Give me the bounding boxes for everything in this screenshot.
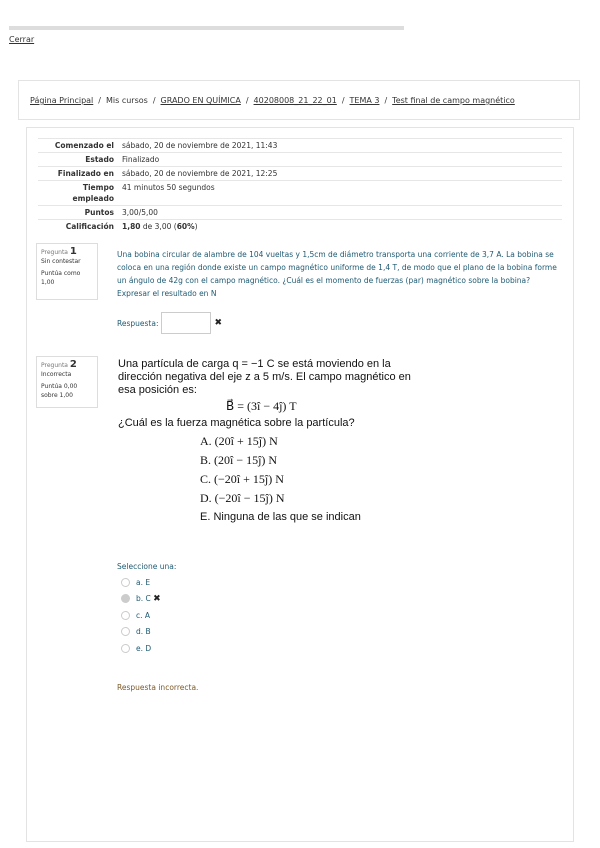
choice-e: E. Ninguna de las que se indican <box>200 511 361 523</box>
option-label: a. E <box>136 577 151 587</box>
radio-button[interactable] <box>121 627 130 636</box>
breadcrumb-quiz[interactable]: Test final de campo magnético <box>392 96 515 105</box>
summary-value: 41 minutos 50 segundos <box>118 181 562 206</box>
grade-percent: 60% <box>176 222 195 231</box>
option-label: d. B <box>136 627 151 637</box>
option-c[interactable] <box>117 607 176 624</box>
question-grade: Puntúa 0,00 sobre 1,00 <box>41 383 78 399</box>
question-label: Pregunta <box>41 249 68 256</box>
summary-key: Comenzado el <box>38 139 118 153</box>
question-grade: Puntúa como 1,00 <box>41 270 81 286</box>
question-2-prompt: ¿Cuál es la fuerza magnética sobre la partícula? <box>118 417 355 429</box>
incorrect-icon: ✖ <box>153 593 161 604</box>
radio-button[interactable] <box>121 644 130 653</box>
radio-button[interactable] <box>121 611 130 620</box>
question-state: Sin contestar <box>41 258 81 265</box>
summary-value: sábado, 20 de noviembre de 2021, 11:43 <box>118 139 562 153</box>
answer-label: Respuesta: <box>117 318 159 328</box>
option-label: c. A <box>136 610 151 620</box>
incorrect-icon: ✖ <box>214 318 223 328</box>
summary-key: Tiempo empleado <box>38 181 118 206</box>
summary-key: Puntos <box>38 206 118 220</box>
select-label: Seleccione una: <box>117 562 177 571</box>
question-number: 2 <box>69 359 77 370</box>
summary-value: sábado, 20 de noviembre de 2021, 12:25 <box>118 167 562 181</box>
answer-input[interactable] <box>161 312 211 334</box>
breadcrumb-course[interactable]: 40208008_21_22_01 <box>253 96 337 105</box>
summary-value <box>118 220 562 234</box>
summary-key: Estado <box>38 153 118 167</box>
option-a[interactable] <box>117 574 176 591</box>
grade-value: 1,80 <box>122 222 141 231</box>
question-1-text: Una bobina circular de alambre de 104 vueltas y 1,5cm de diámetro transporta una corriente de 3,7 A. La bobina se coloca en una región donde existe un campo magnético uniforme de 1,4 T, de modo que el plano de la bobina forme un ángulo de 42g con el campo magnético. ¿Cuál es el momento de fuerzas (par) magnético sobre la bobina? Expresar el resultado en N <box>117 250 557 298</box>
question-2-image <box>118 358 418 527</box>
feedback-text: Respuesta incorrecta. <box>117 683 199 692</box>
option-label: e. D <box>136 643 152 653</box>
grade-paren: ) <box>194 222 198 231</box>
breadcrumb: Página Principal / Mis cursos / GRADO EN QUÍMICA / 40208008_21_22_01 / TEMA 3 / Test final de campo magnético <box>18 80 580 120</box>
question-number: 1 <box>69 246 77 257</box>
summary-key: Calificación <box>38 220 118 234</box>
choice-c: C. (−20î + 15ĵ) N <box>200 472 284 486</box>
close-link[interactable]: Cerrar <box>9 35 35 44</box>
summary-value: 3,00/5,00 <box>118 206 562 220</box>
option-label: b. C <box>136 594 151 604</box>
question-2-text: Una partícula de carga q = −1 C se está moviendo en la dirección negativa del eje z a 5 m/s. El campo magnético en esa posición es: <box>118 358 411 396</box>
attempt-summary <box>38 138 562 233</box>
radio-button-selected[interactable] <box>121 594 130 603</box>
radio-button[interactable] <box>121 578 130 587</box>
question-2-info <box>36 356 98 408</box>
option-e[interactable] <box>117 640 176 657</box>
question-1-answer <box>117 312 222 334</box>
choice-d: D. (−20î − 15ĵ) N <box>200 491 285 505</box>
choice-a: A. (20î + 15ĵ) N <box>200 434 278 448</box>
breadcrumb-my-courses: Mis cursos <box>105 96 148 105</box>
summary-key: Finalizado en <box>38 167 118 181</box>
breadcrumb-home[interactable]: Página Principal <box>30 96 94 105</box>
grade-of: de 3,00 ( <box>142 222 177 231</box>
answer-options <box>117 562 176 657</box>
breadcrumb-degree[interactable]: GRADO EN QUÍMICA <box>160 96 241 105</box>
question-state: Incorrecta <box>41 371 72 378</box>
option-d[interactable] <box>117 624 176 641</box>
question-label: Pregunta <box>41 362 68 369</box>
choice-b: B. (20î − 15ĵ) N <box>200 453 278 467</box>
magnetic-field-equation: B⃗ = (3î − 4ĵ) T <box>226 399 297 413</box>
truncated-notice-text <box>9 26 404 30</box>
question-1-info <box>36 243 98 300</box>
breadcrumb-topic[interactable]: TEMA 3 <box>349 96 380 105</box>
option-b[interactable] <box>117 591 176 608</box>
summary-value: Finalizado <box>118 153 562 167</box>
